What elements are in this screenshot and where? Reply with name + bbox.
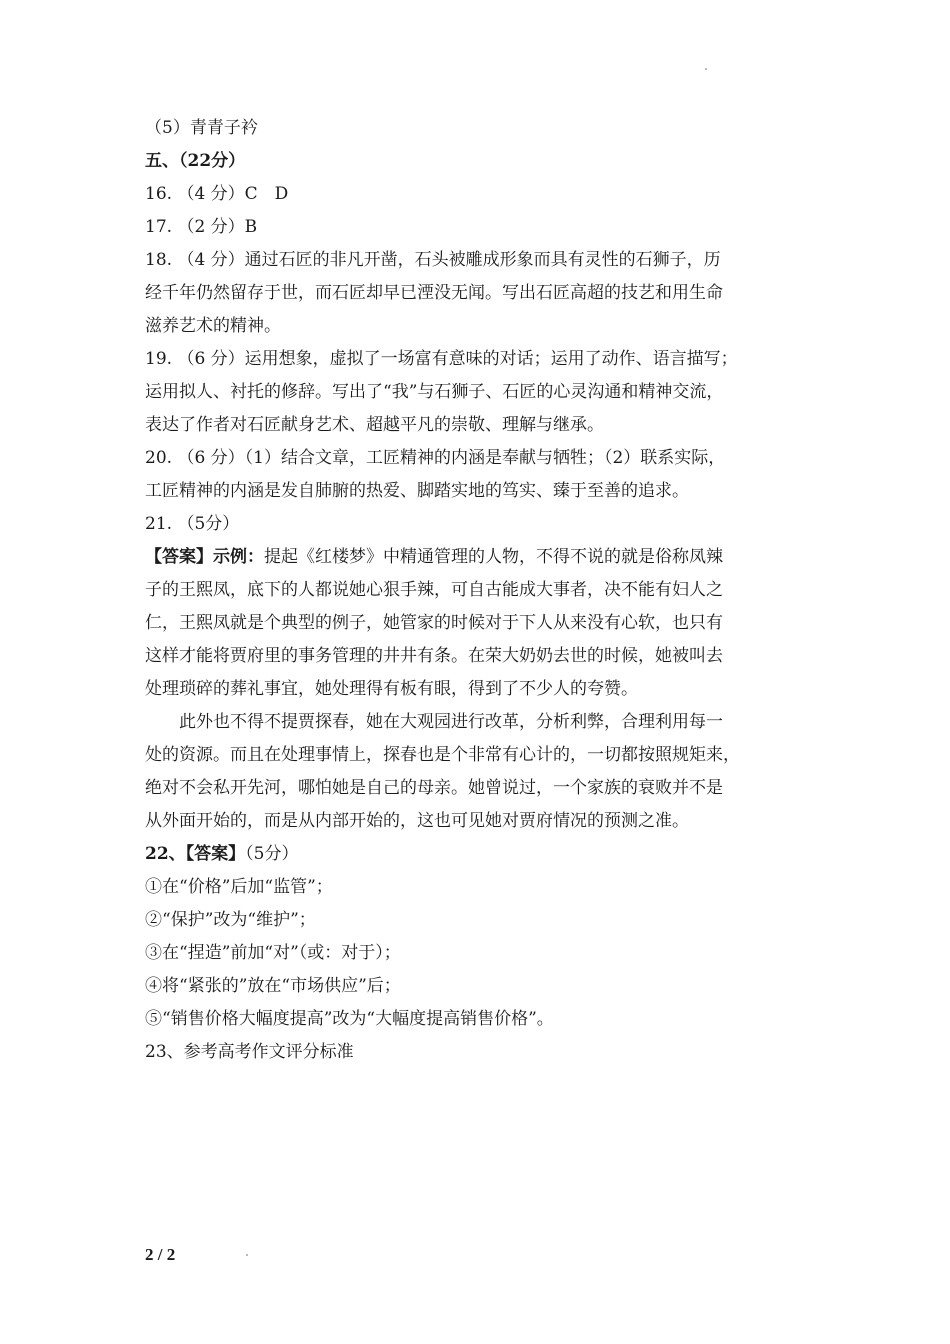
answer-21-para2-line-2: 处的资源。而且在处理事情上，探春也是个非常有心计的，一切都按照规矩来， [145,745,740,765]
answer-content [145,112,825,1069]
answer-16: 16. （4 分）C D [145,184,289,204]
answer-21-line-1 [145,541,825,574]
answer-21-para2-line-1: 此外也不得不提贾探春，她在大观园进行改革，分析利弊，合理利用每一 [179,712,723,732]
answer-19-line-3: 表达了作者对石匠献身艺术、超越平凡的崇敬、理解与继承。 [145,415,604,435]
answer-21-heading: 21. （5分） [145,514,240,534]
page-mark [705,68,707,70]
answer-22-item-4: ④将“紧张的”放在“市场供应”后； [145,976,401,996]
answer-21-line-2: 子的王熙凤，底下的人都说她心狠手辣，可自古能成大事者，决不能有妇人之 [145,580,723,600]
answer-19-line-2: 运用拟人、衬托的修辞。写出了“我”与石狮子、石匠的心灵沟通和精神交流， [145,382,724,402]
page-mark-bottom [246,1254,248,1256]
answer-18-line-1: 18. （4 分）通过石匠的非凡开凿，石头被雕成形象而具有灵性的石狮子，历 [145,250,721,270]
answer-21-text: 提起《红楼梦》中精通管理的人物，不得不说的就是俗称凤辣 [264,547,723,567]
answer-21-para2-line-4: 从外面开始的，而是从内部开始的，这也可见她对贾府情况的预测之准。 [145,811,689,831]
answer-22-item-3: ③在“捏造”前加“对”（或：对于）； [145,943,401,963]
page-number: 2 / 2 [145,1245,176,1264]
answer-label: 【答案】示例： [145,547,264,567]
answer-22-item-2: ②“保护”改为“维护”； [145,910,316,930]
q22-label: 22、【答案】 [145,844,246,864]
line-1: （5）青青子衿 [145,118,258,138]
section-heading: 五、（22分） [145,151,246,171]
answer-23: 23、参考高考作文评分标准 [145,1042,354,1062]
answer-18-line-2: 经千年仍然留存于世，而石匠却早已湮没无闻。写出石匠高超的技艺和用生命 [145,283,723,303]
answer-22-heading [145,838,825,871]
q22-score: （5分） [245,844,299,864]
answer-17: 17. （2 分）B [145,217,258,237]
answer-20-line-1: 20. （6 分）（1）结合文章，工匠精神的内涵是奉献与牺牲；（2）联系实际， [145,448,726,468]
answer-22-item-1: ①在“价格”后加“监管”； [145,877,333,897]
answer-22-item-5: ⑤“销售价格大幅度提高”改为“大幅度提高销售价格”。 [145,1009,554,1029]
answer-21-line-5: 处理琐碎的葬礼事宜，她处理得有板有眼，得到了不少人的夸赞。 [145,679,638,699]
answer-18-line-3: 滋养艺术的精神。 [145,316,281,336]
answer-19-line-1: 19. （6 分）运用想象，虚拟了一场富有意味的对话；运用了动作、语言描写； [145,349,738,369]
answer-21-line-4: 这样才能将贾府里的事务管理的井井有条。在荣大奶奶去世的时候，她被叫去 [145,646,723,666]
answer-21-line-3: 仁，王熙凤就是个典型的例子，她管家的时候对于下人从来没有心软，也只有 [145,613,723,633]
answer-21-para2-line-3: 绝对不会私开先河，哪怕她是自己的母亲。她曾说过，一个家族的衰败并不是 [145,778,723,798]
answer-20-line-2: 工匠精神的内涵是发自肺腑的热爱、脚踏实地的笃实、臻于至善的追求。 [145,481,689,501]
